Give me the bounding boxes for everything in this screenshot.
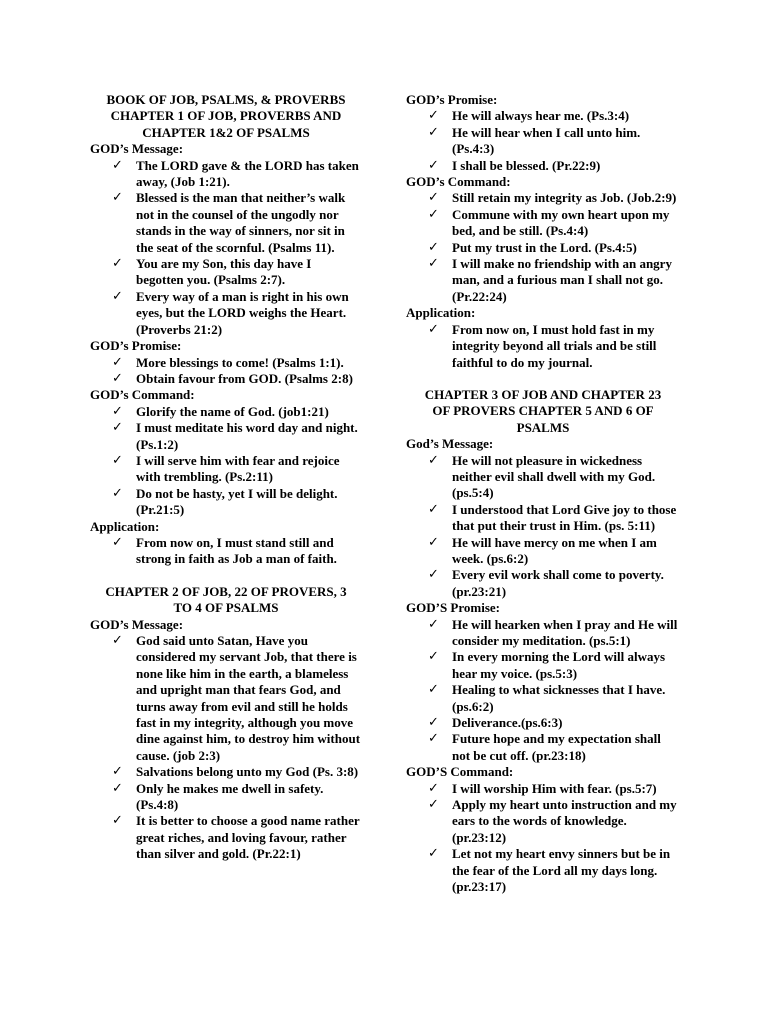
list-item: ✓ Every way of a man is right in his own eyes, but the LORD weighs the Heart. (Proverbs 21:2) xyxy=(112,288,349,337)
right-column xyxy=(406,92,680,896)
check-icon: ✓ xyxy=(428,846,439,862)
section-label-promise: GOD’S Promise: xyxy=(406,600,500,616)
check-icon: ✓ xyxy=(112,534,123,550)
check-icon: ✓ xyxy=(428,616,439,632)
message-list xyxy=(90,633,362,863)
promise-list xyxy=(406,108,680,174)
check-icon: ✓ xyxy=(112,157,123,173)
heading-line: TO 4 OF PSALMS xyxy=(173,600,279,616)
list-item: ✓ Every evil work shall come to poverty. (pr.23:21) xyxy=(428,567,664,599)
section-label-command: GOD’s Command: xyxy=(406,174,511,190)
list-item: ✓ I understood that Lord Give joy to those that put their trust in Him. (ps. 5:11) xyxy=(428,501,677,534)
list-item: ✓ He will always hear me. (Ps.3:4) xyxy=(428,108,630,124)
check-icon: ✓ xyxy=(428,321,439,337)
check-icon: ✓ xyxy=(428,157,439,173)
check-icon: ✓ xyxy=(112,190,123,206)
check-icon: ✓ xyxy=(112,403,123,419)
message-list xyxy=(90,158,362,338)
heading-line: PSALMS xyxy=(516,419,570,435)
spacer xyxy=(90,568,362,584)
promise-list xyxy=(90,355,362,388)
section-label-promise: GOD’s Promise: xyxy=(90,338,182,354)
section-label-command: GOD’S Command: xyxy=(406,764,514,780)
heading-chapter-2 xyxy=(90,584,362,617)
list-item: ✓ In every morning the Lord will always hear my voice. (ps.5:3) xyxy=(428,649,666,681)
heading-line: CHAPTER 1 OF JOB, PROVERBS AND xyxy=(110,108,342,124)
heading-line: CHAPTER 3 OF JOB AND CHAPTER 23 xyxy=(424,386,662,402)
command-list xyxy=(406,781,680,896)
check-icon: ✓ xyxy=(112,780,123,796)
list-item: ✓ Commune with my own heart upon my bed, and be still. (Ps.4:4) xyxy=(428,206,670,239)
list-item: ✓ I must meditate his word day and night. (Ps.1:2) xyxy=(112,420,358,452)
section-label-message: God’s Message: xyxy=(406,436,494,452)
heading-book-overview xyxy=(90,92,362,141)
list-item: ✓ Future hope and my expectation shall not be cut off. (pr.23:18) xyxy=(428,731,661,763)
list-item: ✓ It is better to choose a good name rather great riches, and loving favour, rather than silver and gold. (Pr.22:1) xyxy=(112,813,360,862)
check-icon: ✓ xyxy=(112,813,123,829)
list-item: ✓ Blessed is the man that neither’s walk not in the counsel of the ungodly nor stands in the way of sinners, nor sit in the seat of the scornful. (Psalms 11). xyxy=(112,190,346,255)
check-icon: ✓ xyxy=(112,370,123,386)
list-item: ✓ Deliverance.(ps.6:3) xyxy=(428,715,563,731)
list-item: ✓ Apply my heart unto instruction and my ears to the words of knowledge. (pr.23:12) xyxy=(428,797,677,845)
heading-line: BOOK OF JOB, PSALMS, & PROVERBS xyxy=(106,92,346,107)
section-label-command: GOD’s Command: xyxy=(90,387,195,403)
list-item: ✓ I shall be blessed. (Pr.22:9) xyxy=(428,157,601,173)
promise-list xyxy=(406,617,680,765)
list-item: ✓ I will worship Him with fear. (ps.5:7) xyxy=(428,780,657,796)
section-label-message: GOD’s Message: xyxy=(90,141,184,157)
check-icon: ✓ xyxy=(112,354,123,370)
check-icon: ✓ xyxy=(428,256,439,272)
list-item: ✓ More blessings to come! (Psalms 1:1). xyxy=(112,354,344,370)
check-icon: ✓ xyxy=(428,206,439,222)
check-icon: ✓ xyxy=(428,239,439,255)
heading-line: CHAPTER 2 OF JOB, 22 OF PROVERS, 3 xyxy=(105,583,347,599)
check-icon: ✓ xyxy=(112,288,123,304)
check-icon: ✓ xyxy=(428,731,439,747)
check-icon: ✓ xyxy=(428,108,439,124)
check-icon: ✓ xyxy=(428,190,439,206)
message-list xyxy=(406,453,680,601)
heading-line: CHAPTER 1&2 OF PSALMS xyxy=(142,124,310,140)
application-list xyxy=(90,535,362,568)
list-item: ✓ You are my Son, this day have I begotten you. (Psalms 2:7). xyxy=(112,256,312,288)
command-list xyxy=(406,190,680,305)
list-item: ✓ The LORD gave & the LORD has taken away, (Job 1:21). xyxy=(112,157,359,190)
list-item: ✓ Still retain my integrity as Job. (Job.2:9) xyxy=(428,190,677,206)
list-item: ✓ God said unto Satan, Have you considered my servant Job, that there is none like him in the earth, a blameless and upright man that fears God, and turns away from evil and still he holds fast in my integrity, although you move dine against him, to destroy him without cause. (job 2:3) xyxy=(112,633,361,763)
list-item: ✓ Only he makes me dwell in safety. (Ps.4:8) xyxy=(112,780,324,813)
spacer xyxy=(406,371,680,387)
section-label-application: Application: xyxy=(406,305,476,321)
heading-line: OF PROVERS CHAPTER 5 AND 6 OF xyxy=(432,403,654,419)
check-icon: ✓ xyxy=(112,452,123,468)
list-item: ✓ He will have mercy on me when I am week. (ps.6:2) xyxy=(428,534,657,566)
heading-chapter-3 xyxy=(406,387,680,436)
check-icon: ✓ xyxy=(428,682,439,698)
check-icon: ✓ xyxy=(428,797,439,813)
check-icon: ✓ xyxy=(112,420,123,436)
list-item: ✓ I will serve him with fear and rejoice with trembling. (Ps.2:11) xyxy=(112,452,340,485)
check-icon: ✓ xyxy=(112,633,123,648)
list-item: ✓ He will not pleasure in wickedness neither evil shall dwell with my God. (ps.5:4) xyxy=(428,452,656,501)
list-item: ✓ Glorify the name of God. (job1:21) xyxy=(112,403,329,419)
section-label-promise: GOD’s Promise: xyxy=(406,92,498,107)
section-label-message: GOD’s Message: xyxy=(90,616,184,632)
list-item: ✓ Put my trust in the Lord. (Ps.4:5) xyxy=(428,239,637,255)
list-item: ✓ Do not be hasty, yet I will be delight. (Pr.21:5) xyxy=(112,485,338,518)
list-item: ✓ From now on, I must stand still and strong in faith as Job a man of faith. xyxy=(112,534,337,567)
list-item: ✓ He will hear when I call unto him. (Ps.4:3) xyxy=(428,124,641,157)
list-item: ✓ Let not my heart envy sinners but be in the fear of the Lord all my days long. (pr.23:17) xyxy=(428,846,671,895)
list-item: ✓ Salvations belong unto my God (Ps. 3:8) xyxy=(112,764,359,780)
section-label-application: Application: xyxy=(90,518,160,534)
list-item: ✓ Obtain favour from GOD. (Psalms 2:8) xyxy=(112,370,353,386)
list-item: ✓ Healing to what sicknesses that I have. (ps.6:2) xyxy=(428,682,666,714)
list-item: ✓ I will make no friendship with an angry man, and a furious man I shall not go.(Pr.22:24) xyxy=(428,256,672,304)
check-icon: ✓ xyxy=(112,485,123,501)
check-icon: ✓ xyxy=(428,452,439,468)
command-list xyxy=(90,404,362,519)
list-item: ✓ From now on, I must hold fast in my integrity beyond all trials and be still faithful to do my journal. xyxy=(428,321,657,370)
check-icon: ✓ xyxy=(112,256,123,272)
left-column xyxy=(90,92,362,863)
list-item: ✓ He will hearken when I pray and He will consider my meditation. (ps.5:1) xyxy=(428,616,678,648)
check-icon: ✓ xyxy=(112,764,123,780)
check-icon: ✓ xyxy=(428,534,439,550)
check-icon: ✓ xyxy=(428,124,439,140)
application-list xyxy=(406,322,680,371)
check-icon: ✓ xyxy=(428,780,439,796)
check-icon: ✓ xyxy=(428,567,439,583)
check-icon: ✓ xyxy=(428,715,439,731)
check-icon: ✓ xyxy=(428,649,439,665)
check-icon: ✓ xyxy=(428,501,439,517)
